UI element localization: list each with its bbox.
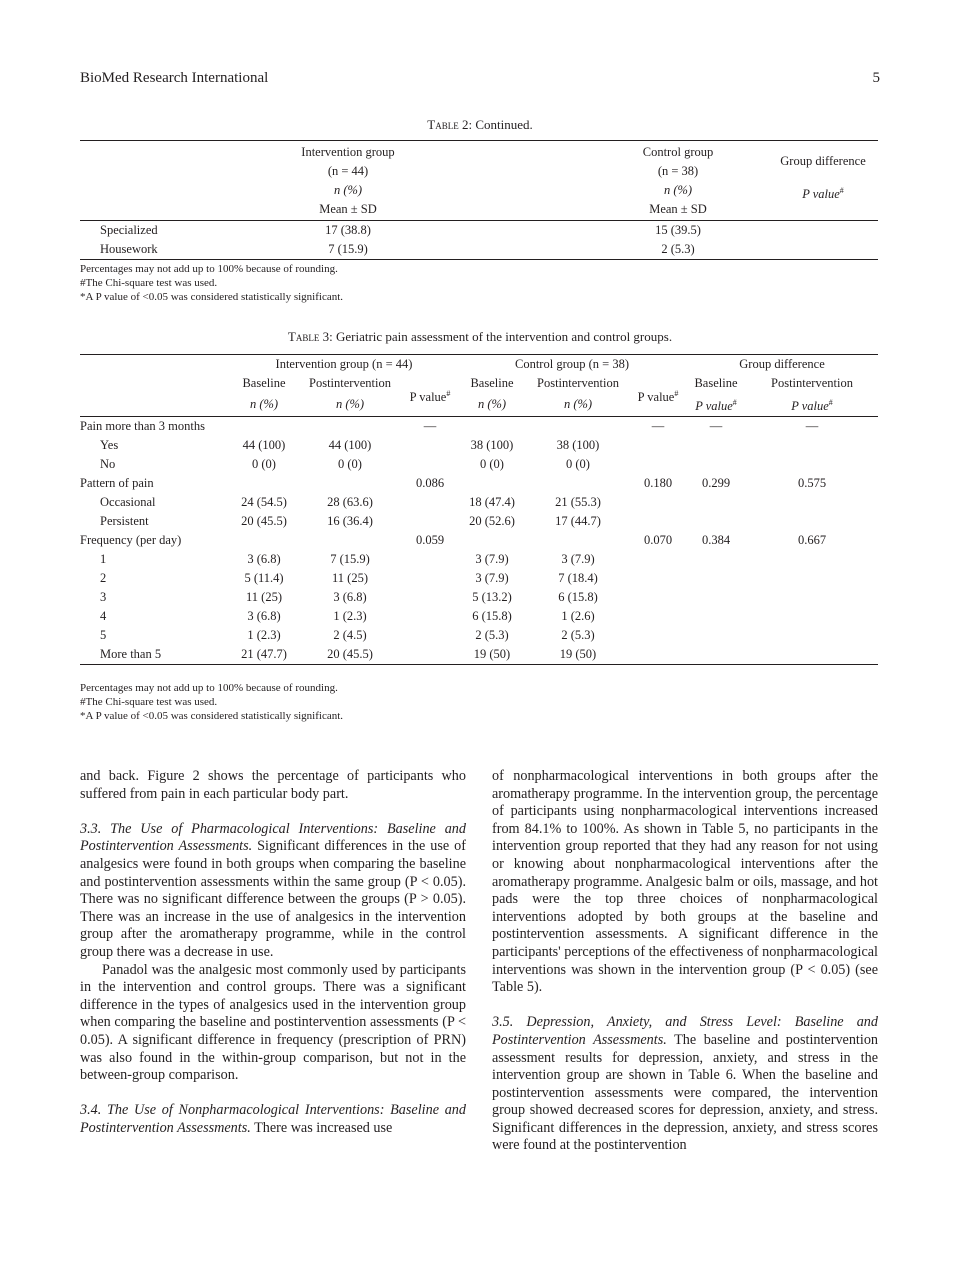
table-cell: 0.575 xyxy=(797,476,827,491)
table-cell: 0.059 xyxy=(415,533,445,548)
table-cell xyxy=(630,512,686,531)
table-cell xyxy=(402,455,458,474)
table-cell xyxy=(746,512,878,531)
table-cell: 1 (2.3) xyxy=(247,628,281,643)
table-cell xyxy=(402,626,458,645)
t2-col-control: Control group xyxy=(642,145,714,159)
table3-notes: Percentages may not add up to 100% because of rounding. #The Chi-square test was used. *A P value of <0.05 was considered statistically significant. xyxy=(80,682,344,722)
table-cell: 6 (15.8) xyxy=(472,609,512,624)
table-row: Specialized 17 (38.8) 15 (39.5) xyxy=(100,223,701,237)
table-cell xyxy=(298,531,402,550)
running-header xyxy=(80,70,880,90)
table-cell: 7 (15.9) xyxy=(330,552,370,567)
table-cell xyxy=(630,645,686,665)
row-label: 3 xyxy=(100,590,107,605)
table-cell: 11 (25) xyxy=(332,571,368,586)
table-cell: 3 (7.9) xyxy=(475,552,509,567)
table-cell: 11 (25) xyxy=(246,590,282,605)
table-cell xyxy=(630,588,686,607)
table-cell: 3 (6.8) xyxy=(247,552,281,567)
paragraph: 3.4. The Use of Nonpharmacological Interventions: Baseline and Postintervention Assessments. There was increased use xyxy=(80,1102,466,1136)
table-row xyxy=(80,531,878,550)
table-cell xyxy=(746,550,878,569)
table-cell: 2 (5.3) xyxy=(475,628,509,643)
table-cell: 44 (100) xyxy=(328,438,372,453)
table-cell: 20 (52.6) xyxy=(469,514,515,529)
table-cell: 0 (0) xyxy=(480,457,504,472)
table-cell xyxy=(746,588,878,607)
table-cell xyxy=(746,436,878,455)
row-label: Pain more than 3 months xyxy=(80,419,205,434)
table-cell: — xyxy=(423,419,437,434)
table-cell: 0 (0) xyxy=(252,457,276,472)
table-cell xyxy=(746,645,878,665)
table3-caption: Table 3: Geriatric pain assessment of the intervention and control groups. xyxy=(287,329,673,344)
row-label: 4 xyxy=(100,609,107,624)
table-cell xyxy=(686,626,746,645)
table-cell: 21 (47.7) xyxy=(241,647,287,662)
table-cell: 3 (6.8) xyxy=(333,590,367,605)
table-cell xyxy=(686,512,746,531)
table-cell: 3 (6.8) xyxy=(247,609,281,624)
row-label: Frequency (per day) xyxy=(80,533,182,548)
table-cell xyxy=(686,645,746,665)
table-cell: 21 (55.3) xyxy=(555,495,601,510)
table-cell xyxy=(402,512,458,531)
table-cell: 0.180 xyxy=(643,476,673,491)
page-number: 5 xyxy=(872,70,880,86)
table-cell xyxy=(630,569,686,588)
table-cell: 6 (15.8) xyxy=(558,590,598,605)
table-cell xyxy=(230,417,298,437)
table-cell: 20 (45.5) xyxy=(241,514,287,529)
table-cell: — xyxy=(651,419,665,434)
table-cell xyxy=(402,436,458,455)
table-cell xyxy=(526,474,630,493)
table-cell: 1 (2.3) xyxy=(333,609,367,624)
table-row xyxy=(80,550,878,569)
t2-sub-mean: Mean ± SD xyxy=(649,202,707,216)
table-cell xyxy=(526,417,630,437)
t2-col-diff: Group difference xyxy=(780,153,866,168)
table-cell xyxy=(630,607,686,626)
table-cell xyxy=(630,455,686,474)
t2-col-intervention: Intervention group xyxy=(301,145,395,159)
t3-group-intervention: Intervention group (n = 44) xyxy=(275,357,413,371)
table-cell xyxy=(230,531,298,550)
table-cell: 0.384 xyxy=(701,533,731,548)
section-heading: 3.3. The Use of Pharmacological Interventions: Baseline and Postintervention Assessments. xyxy=(80,820,466,855)
table-row xyxy=(80,588,878,607)
table-cell: 16 (36.4) xyxy=(327,514,373,529)
table-cell xyxy=(630,626,686,645)
row-label: Occasional xyxy=(100,495,156,510)
table-cell xyxy=(630,493,686,512)
table-cell: 7 (18.4) xyxy=(558,571,598,586)
table-cell xyxy=(630,550,686,569)
table-cell xyxy=(402,493,458,512)
table-cell: 17 (44.7) xyxy=(555,514,601,529)
table-cell xyxy=(686,493,746,512)
table-row xyxy=(80,607,878,626)
table-row xyxy=(80,474,878,493)
table-cell: 19 (50) xyxy=(473,647,511,662)
t2-sub-n: n (%) xyxy=(333,183,363,197)
table-cell: 44 (100) xyxy=(242,438,286,453)
row-label: Persistent xyxy=(100,514,149,529)
table-row: Housework 7 (15.9) 2 (5.3) xyxy=(80,240,878,260)
table-cell xyxy=(458,417,526,437)
table-cell: 19 (50) xyxy=(559,647,597,662)
table-cell: 0.299 xyxy=(701,476,731,491)
paragraph: 3.5. Depression, Anxiety, and Stress Level: Baseline and Postintervention Assessments. The baseline and postintervention assessment results for depression, anxiety, and stress in the intervention group are shown in Table 6. When the baseline and postintervention assessments were compared, the intervention group showed decreased scores for depression, anxiety, and stress. Significant differences in the depression, anxiety, and stress scores were found at the postintervention xyxy=(492,1014,879,1154)
table-cell xyxy=(298,417,402,437)
row-label: Yes xyxy=(100,438,119,453)
row-label: More than 5 xyxy=(100,647,162,662)
journal-name: BioMed Research International xyxy=(80,70,269,86)
table-cell: 0.070 xyxy=(643,533,673,548)
table-cell xyxy=(402,569,458,588)
table3: Intervention group (n = 44) Control group (n = 38) Group difference Baseline Postintervention P value# Baseline Postintervention P value# Baseline Postintervention n (%) n (%) n (%) n (%) P value# P value# Pain more than 3 months — — — — Yes 44 (100) 44 (100) 38 (100) 38 (100) No 0 (0) 0 (0) 0 (0) 0 (0) Pattern of pain 0.086 0.180 0.299 0.575 Occasional 24 (54.5) 28 (63.6) 18 (47.4) 21 (55.3) Persistent 20 (45.5) 16 (36.4) 20 (52.6) 17 (44.7) Frequency (per day) 0.059 0.070 0.384 0.667 1 3 (6.8) 7 (15.9) 3 (7.9) 3 (7.9) 2 5 (11.4) 11 (25) 3 (7.9) 7 (18.4) 3 11 (25) 3 (6.8) 5 (13.2) 6 (15.8) 4 3 (6.8) 1 (2.3) 6 (15.8) 1 (2.6) 5 1 (2.3) 2 (4.5) 2 (5.3) 2 (5.3) More than 5 21 (47.7) 20 (45.5) 19 (50) 19 (50) xyxy=(80,354,878,665)
table-cell xyxy=(402,588,458,607)
table-row xyxy=(80,493,878,512)
table-cell: 18 (47.4) xyxy=(469,495,515,510)
row-label: 2 xyxy=(100,571,107,586)
t3-group-control: Control group (n = 38) xyxy=(515,357,629,371)
table-cell xyxy=(526,531,630,550)
table-cell: 5 (11.4) xyxy=(244,571,284,586)
table-cell: 20 (45.5) xyxy=(327,647,373,662)
table-row xyxy=(80,455,878,474)
table-cell: 38 (100) xyxy=(556,438,600,453)
row-label: 1 xyxy=(100,552,107,567)
table-cell: 3 (7.9) xyxy=(561,552,595,567)
paragraph: of nonpharmacological interventions in both groups after the aromatherapy programme. In the intervention group, the percentage of participants using nonpharmacological interventions increased from 84.1% to 100%. As shown in Table 5, no participants in the intervention group reported that they had any reason for not using or knowing about nonpharmacological interventions after the aromatherapy programme. Analgesic balm or oils, massage, and hot pads were the top three choices of nonpharmacological interventions adopted by both groups at the baseline and postintervention assessments. A significant difference in the participants' perceptions of the effectiveness of nonpharmacological interventions was shown in the intervention group (P < 0.05) (see Table 5). xyxy=(492,768,878,996)
table-cell xyxy=(686,455,746,474)
table-cell xyxy=(230,474,298,493)
table-cell xyxy=(402,607,458,626)
table-row xyxy=(80,569,878,588)
table-cell: 28 (63.6) xyxy=(327,495,373,510)
table2: Intervention group (n = 44) Control group (n = 38) Group difference n (%) Mean ± SD n (%) Mean ± SD P value# Specialized 17 (38.8) 15 (39.5) Housework 7 (15.9) 2 (5.3) xyxy=(80,140,878,260)
table-cell: 5 (13.2) xyxy=(472,590,512,605)
table-cell xyxy=(630,436,686,455)
table-cell xyxy=(686,436,746,455)
table-cell xyxy=(458,474,526,493)
table-cell xyxy=(686,607,746,626)
row-label: 5 xyxy=(100,628,107,643)
table-row xyxy=(80,417,878,437)
table-cell: 38 (100) xyxy=(470,438,514,453)
paragraph: and back. Figure 2 shows the percentage of participants who suffered from pain in each particular body part. xyxy=(80,768,466,802)
table-cell: 0 (0) xyxy=(566,457,590,472)
t2-col-intervention-n: (n = 44) xyxy=(327,164,369,178)
table-cell: 0.086 xyxy=(415,476,445,491)
section-heading: 3.5. Depression, Anxiety, and Stress Level: Baseline and Postintervention Assessments. xyxy=(492,1014,878,1048)
paragraph: Panadol was the analgesic most commonly used by participants in the intervention and control groups. There was a significant difference in the types of analgesics used in the intervention group when comparing the baseline and postintervention assessments (P < 0.05). A significant difference in frequency (prescription of PRN) was also found in the within-group comparison, but not in the between-group comparison. xyxy=(80,961,466,1084)
t2-sub-p: P value xyxy=(802,187,840,202)
table2-caption: Table 2: Continued. xyxy=(427,117,533,132)
t2-col-control-n: (n = 38) xyxy=(657,164,699,178)
table-cell: — xyxy=(709,419,723,434)
table-cell xyxy=(746,493,878,512)
right-column xyxy=(492,768,878,1155)
table-cell: — xyxy=(805,419,819,434)
table-row xyxy=(80,626,878,645)
table-cell: 24 (54.5) xyxy=(241,495,287,510)
table-row xyxy=(80,512,878,531)
row-label: Pattern of pain xyxy=(80,476,154,491)
table-row xyxy=(80,645,878,665)
section-heading: 3.4. The Use of Nonpharmacological Interventions: Baseline and Postintervention Assessments. xyxy=(80,1102,466,1136)
t2-sub-mean: Mean ± SD xyxy=(319,202,377,216)
t2-sub-n: n (%) xyxy=(663,183,693,197)
table-cell: 0.667 xyxy=(797,533,827,548)
table-cell: 2 (5.3) xyxy=(561,628,595,643)
table-cell xyxy=(298,474,402,493)
paragraph: 3.3. The Use of Pharmacological Interventions: Baseline and Postintervention Assessments. Significant differences in the use of analgesics were found in both groups when comparing the baseline and postintervention assessments within the same group (P < 0.05). There was no significant difference between the groups (P > 0.05). There was an increase in the use of analgesics in the intervention group after the aromatherapy programme, while in the control group there was a decrease in use. xyxy=(80,820,466,960)
row-label: No xyxy=(100,457,116,472)
table-row xyxy=(80,436,878,455)
table-cell xyxy=(402,645,458,665)
table-cell xyxy=(686,569,746,588)
table-cell xyxy=(746,607,878,626)
t3-group-diff: Group difference xyxy=(739,357,825,371)
left-column xyxy=(80,768,466,1137)
table-cell xyxy=(458,531,526,550)
table-cell xyxy=(402,550,458,569)
table-cell: 1 (2.6) xyxy=(561,609,595,624)
table-cell xyxy=(686,588,746,607)
table-cell: 3 (7.9) xyxy=(475,571,509,586)
table-cell xyxy=(746,569,878,588)
table-cell xyxy=(686,550,746,569)
table-cell: 2 (4.5) xyxy=(333,628,367,643)
table2-notes: Percentages may not add up to 100% because of rounding. #The Chi-square test was used. *A P value of <0.05 was considered statistically significant. xyxy=(80,263,344,303)
table-cell xyxy=(746,455,878,474)
table-cell xyxy=(746,626,878,645)
table-cell: 0 (0) xyxy=(338,457,362,472)
